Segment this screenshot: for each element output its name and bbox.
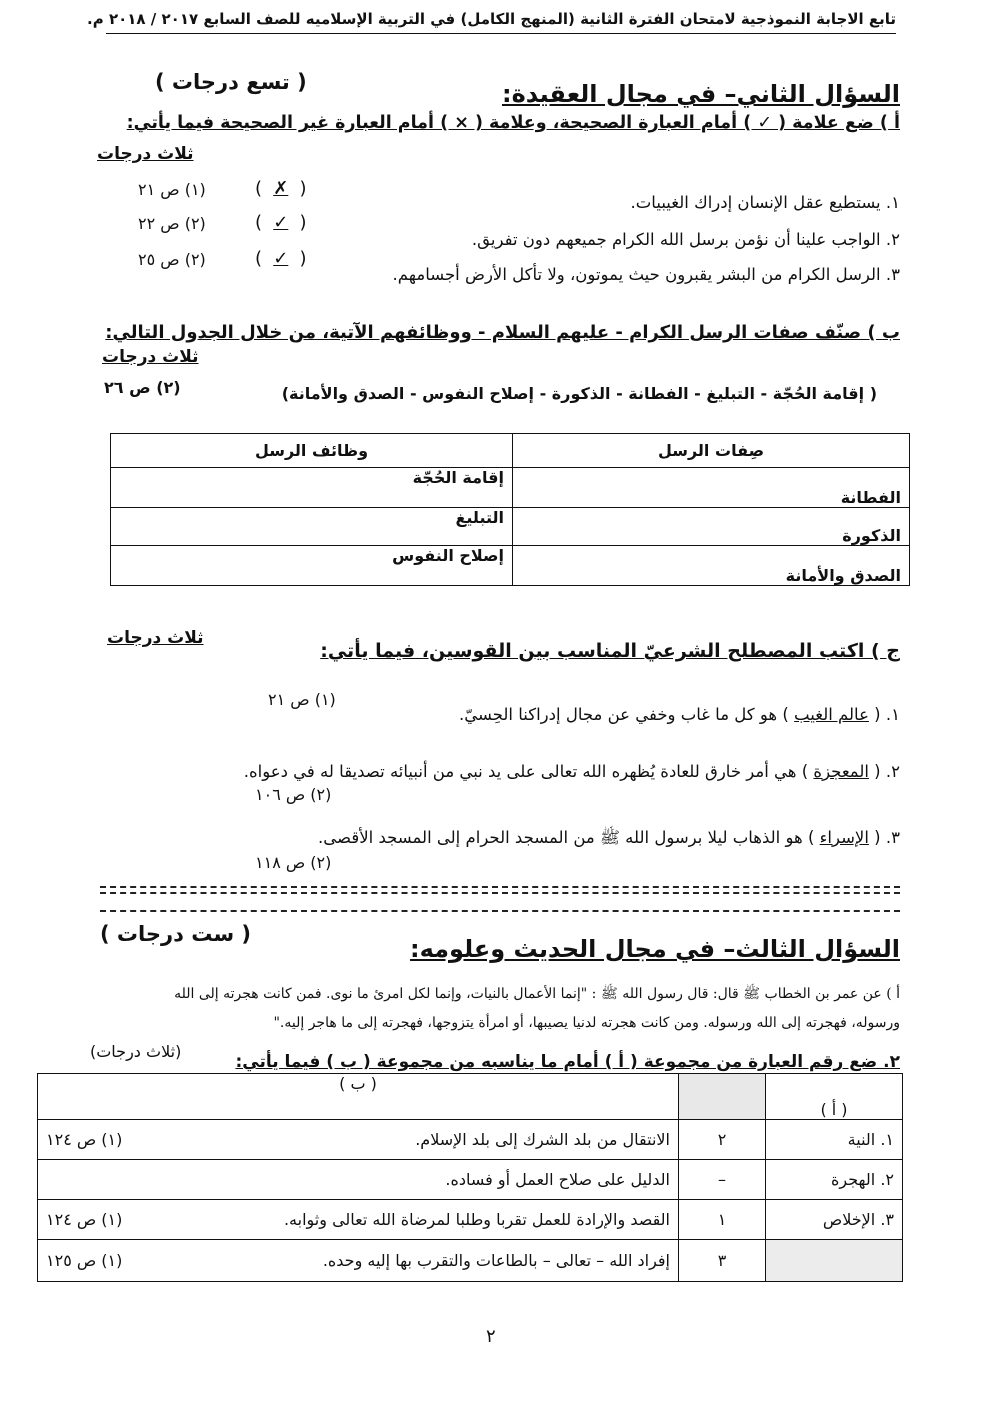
q2c-item-1: ١. ( عالم الغيب ) هو كل ما غاب وخفي عن مجال إدراكنا الحِسيّ. bbox=[459, 705, 900, 724]
q2a-item-2 bbox=[472, 230, 900, 249]
matching-table bbox=[37, 1073, 903, 1282]
q2b-instruction: ب ) صنّف صفات الرسل الكرام - عليهم السلام - ووظائفهم الآتية، من خلال الجدول التالي: bbox=[105, 322, 900, 343]
duty-cell: إصلاح النفوس bbox=[111, 546, 513, 586]
col-duties-header: وظائف الرسل bbox=[111, 434, 513, 468]
answer-number-cell: ٣ bbox=[679, 1240, 766, 1282]
term: الإسراء bbox=[819, 828, 869, 847]
statement: ١. يستطيع عقل الإنسان إدراك الغيبيات. bbox=[630, 193, 900, 212]
col-traits-header: صِفات الرسل bbox=[513, 434, 910, 468]
item-number: ٢. bbox=[885, 762, 900, 781]
hadith-line-2: ورسوله، فهجرته إلى الله ورسوله. ومن كانت هجرته لدنيا يصيبها، أو امرأة يتزوجها، فهجرته إلى ما هاجر إليه." bbox=[273, 1015, 900, 1031]
q2a-answer-1: ( ✗ ) bbox=[255, 178, 307, 199]
group-a-cell bbox=[766, 1240, 903, 1282]
statement: ٣. الرسل الكرام من البشر يقبرون حيث يموتون، ولا تأكل الأرض أجسامهم. bbox=[392, 265, 900, 284]
group-b-cell bbox=[38, 1160, 679, 1200]
group-b-cell bbox=[38, 1120, 679, 1160]
statement: ٢. الواجب علينا أن نؤمن برسل الله الكرام جميعهم دون تفريق. bbox=[471, 230, 900, 249]
q2b-ref: (٢) ص ٢٦ bbox=[104, 378, 181, 397]
duty-cell: التبليغ bbox=[111, 508, 513, 546]
q3-marks-small: (ثلاث درجات) bbox=[90, 1042, 182, 1061]
q2a-answer-3: ( ✓ ) bbox=[255, 248, 307, 269]
q2a-item-1 bbox=[631, 193, 900, 212]
duty-cell: إقامة الحُجّة bbox=[111, 468, 513, 508]
trait-cell: الصدق والأمانة bbox=[513, 546, 910, 586]
definition: هي أمر خارق للعادة يُظهره الله تعالى على يد نبي من أنبيائه تصديقا له في دعواه. bbox=[243, 762, 797, 781]
section-divider bbox=[100, 892, 900, 894]
q2c-marks: ثلاث درجات bbox=[107, 628, 204, 648]
answer-number-cell: ١ bbox=[679, 1200, 766, 1240]
term: المعجزة bbox=[813, 762, 869, 781]
group-a-cell: ١. النية bbox=[766, 1120, 903, 1160]
check-mark-icon: ✓ bbox=[273, 248, 289, 269]
q2a-marks: ثلاث درجات bbox=[97, 144, 194, 164]
cross-mark-icon: ✗ bbox=[273, 178, 289, 199]
statement: القصد والإرادة للعمل تقربا وطلبا لمرضاة الله تعالى وثوابه. bbox=[283, 1210, 670, 1229]
check-mark-icon: ✓ bbox=[273, 212, 289, 233]
definition: هو كل ما غاب وخفي عن مجال إدراكنا الحِسيّ. bbox=[459, 705, 778, 724]
ref: (١) ص ١٢٥ bbox=[46, 1251, 123, 1270]
q2a-ref-2: (٢) ص ٢٢ bbox=[138, 214, 206, 233]
hadith-line-1: أ ) عن عمر بن الخطاب ﷺ قال: قال رسول الله ﷺ : "إنما الأعمال بالنيات، وإنما لكل امرئ ما نوى. فمن كانت هجرته إلى الله bbox=[174, 986, 900, 1002]
answer-number-cell: – bbox=[679, 1160, 766, 1200]
q2a-ref-3: (٢) ص ٢٥ bbox=[138, 250, 206, 269]
q2b-list: ( إقامة الحُجّة - التبليغ - الفطانة - الذكورة - إصلاح النفوس - الصدق والأمانة) bbox=[281, 384, 877, 403]
q3-marks: ( ست درجات ) bbox=[100, 922, 252, 946]
header-underline bbox=[106, 33, 896, 34]
q2-title: السؤال الثاني– في مجال العقيدة: bbox=[502, 80, 900, 108]
item-number: ٣. bbox=[885, 828, 900, 847]
answer-number-cell: ٢ bbox=[679, 1120, 766, 1160]
q2c-instruction: ج ) اكتب المصطلح الشرعيّ المناسب بين القوسين، فيما يأتي: bbox=[320, 640, 900, 662]
trait-cell: الفطانة bbox=[513, 468, 910, 508]
q2a-item-3 bbox=[393, 265, 900, 284]
traits-duties-table bbox=[110, 433, 910, 586]
definition: هو الذهاب ليلا برسول الله ﷺ من المسجد الحرام إلى المسجد الأقصى. bbox=[318, 828, 803, 847]
group-a-cell: ٢. الهجرة bbox=[766, 1160, 903, 1200]
q3-instruction: ٢. ضع رقم العبارة من مجموعة ( أ ) أمام ما يناسبه من مجموعة ( ب ) فيما يأتي: bbox=[235, 1052, 900, 1072]
q2c-ref-3: (٢) ص ١١٨ bbox=[255, 853, 332, 872]
statement: الانتقال من بلد الشرك إلى بلد الإسلام. bbox=[415, 1130, 670, 1149]
trait-cell: الذكورة bbox=[513, 508, 910, 546]
ref: (١) ص ١٢٤ bbox=[46, 1210, 123, 1229]
group-a-cell: ٣. الإخلاص bbox=[766, 1200, 903, 1240]
page-header: تابع الاجابة النموذجية لامتحان الفترة الثانية (المنهج الكامل) في التربية الإسلاميه للصف السابع ٢٠١٧ / ٢٠١٨ م. bbox=[87, 10, 896, 28]
q2-marks: ( تسع درجات ) bbox=[155, 70, 307, 94]
q2a-ref-1: (١) ص ٢١ bbox=[138, 180, 206, 199]
term: عالم الغيب bbox=[794, 705, 869, 724]
item-number: ١. bbox=[885, 705, 900, 724]
section-divider bbox=[100, 886, 900, 888]
col-b-header: ( ب ) bbox=[38, 1074, 679, 1120]
q2c-item-2: ٢. ( المعجزة ) هي أمر خارق للعادة يُظهره الله تعالى على يد نبي من أنبيائه تصديقا له في دعواه. bbox=[243, 762, 900, 781]
ref: (١) ص ١٢٤ bbox=[46, 1130, 123, 1149]
q2a-answer-2: ( ✓ ) bbox=[255, 212, 307, 233]
q3-title: السؤال الثالث– في مجال الحديث وعلومه: bbox=[410, 935, 900, 963]
page-number: ٢ bbox=[486, 1326, 496, 1347]
q2c-ref-1: (١) ص ٢١ bbox=[268, 690, 336, 709]
statement: إفراد الله – تعالى – بالطاعات والتقرب بها إليه وحده. bbox=[322, 1251, 670, 1270]
col-a-header: ( أ ) bbox=[766, 1074, 903, 1120]
q2b-marks: ثلاث درجات bbox=[102, 347, 199, 367]
statement: الدليل على صلاح العمل أو فساده. bbox=[445, 1170, 670, 1189]
group-b-cell bbox=[38, 1200, 679, 1240]
q2c-ref-2: (٢) ص ١٠٦ bbox=[255, 785, 332, 804]
q2c-item-3: ٣. ( الإسراء ) هو الذهاب ليلا برسول الله ﷺ من المسجد الحرام إلى المسجد الأقصى. bbox=[318, 828, 900, 847]
section-divider bbox=[100, 910, 900, 912]
q2a-instruction: أ ) ضع علامة ( ✓ ) أمام العبارة الصحيحة، وعلامة ( × ) أمام العبارة غير الصحيحة فيما يأتي: bbox=[126, 113, 900, 133]
group-b-cell bbox=[38, 1240, 679, 1282]
answer-col-header bbox=[679, 1074, 766, 1120]
